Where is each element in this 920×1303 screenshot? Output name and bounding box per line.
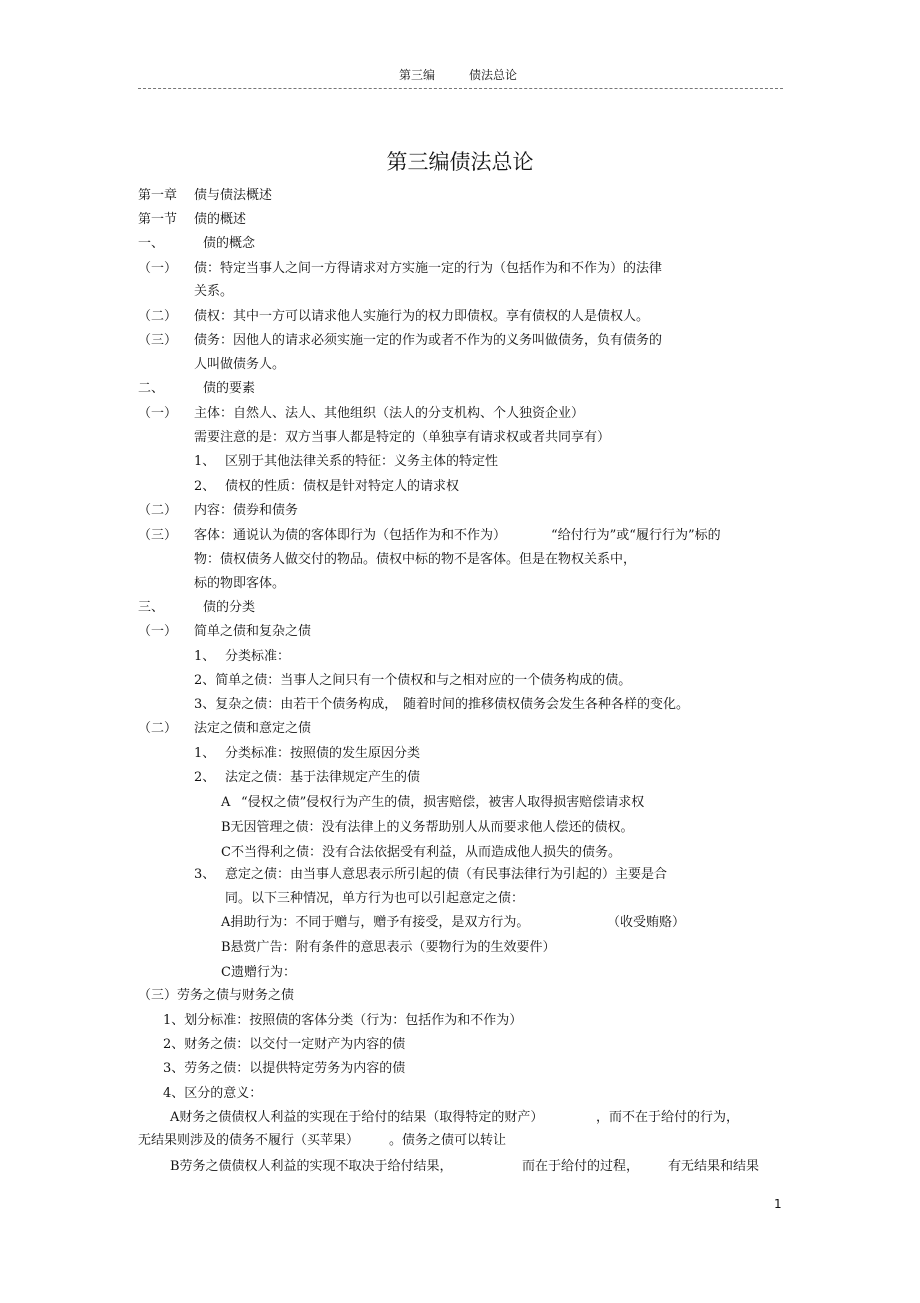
body-line: 2、 [194, 770, 216, 785]
body-line: 1、 [194, 649, 216, 664]
body-line: 需要注意的是：双方当事人都是特定的（单独享有请求权或者共同享有） [194, 430, 611, 445]
body-line: 三、 [138, 600, 165, 615]
body-line: 2、财务之债：以交付一定财产为内容的债 [163, 1037, 406, 1052]
body-line: （二） [138, 721, 178, 736]
body-line: （一） [138, 406, 178, 421]
body-line: 区别于其他法律关系的特征：义务主体的特定性 [225, 454, 499, 469]
body-line: 第一节 [138, 212, 178, 227]
body-line: 无结果则涉及的债务不履行（买苹果） [138, 1133, 360, 1148]
body-line: 标的物即客体。 [194, 576, 286, 591]
header-part: 第三编 [399, 68, 436, 82]
body-line: 1、 [194, 746, 216, 761]
body-line: 分类标准： [225, 649, 291, 664]
body-line: 一、 [138, 236, 165, 251]
body-line: （二） [138, 309, 178, 324]
body-line: （一） [138, 261, 178, 276]
body-line: 。债务之债可以转让 [389, 1133, 507, 1148]
page-number: 1 [774, 1197, 782, 1211]
body-line: “给付行为”或“履行行为”标的 [551, 528, 721, 543]
body-line: （一） [138, 624, 178, 639]
body-line: 债务：因他人的请求必须实施一定的作为或者不作为的义务叫做债务，负有债务的 [194, 333, 663, 348]
body-line: 而在于给付的过程， [522, 1159, 640, 1174]
body-line: 有无结果和结果 [668, 1159, 760, 1174]
body-line: 内容：债券和债务 [194, 503, 299, 518]
body-line: C不当得利之债：没有合法依据受有利益，从而造成他人损失的债务。 [221, 845, 621, 860]
body-line: “侵权之债”侵权行为产生的债，损害赔偿，被害人取得损害赔偿请求权 [241, 795, 645, 810]
body-line: B劳务之债债权人利益的实现不取决于给付结果， [170, 1159, 453, 1174]
body-line: 分类标准：按照债的发生原因分类 [225, 746, 421, 761]
body-line: （三）劳务之债与财务之债 [138, 988, 295, 1003]
body-line: （收受贿赂） [607, 915, 686, 930]
body-line: 1、划分标准：按照债的客体分类（行为：包括作为和不作为） [163, 1013, 523, 1028]
body-line: 3、 [194, 867, 216, 882]
body-line: 1、 [194, 454, 216, 469]
body-line: 人叫做债务人。 [194, 357, 286, 372]
body-line: 简单之债和复杂之债 [194, 624, 312, 639]
body-line: 债：特定当事人之间一方得请求对方实施一定的行为（包括作为和不作为）的法律 [194, 261, 663, 276]
body-line: 主体：自然人、法人、其他组织（法人的分支机构、个人独资企业） [194, 406, 585, 421]
body-line: 债与债法概述 [194, 188, 273, 203]
document-title: 第三编债法总论 [386, 150, 534, 174]
header-chapter: 债法总论 [469, 68, 518, 82]
body-line: 客体：通说认为债的客体即行为（包括作为和不作为） [194, 528, 507, 543]
body-line: 债的要素 [203, 381, 256, 396]
body-line: （三） [138, 528, 178, 543]
body-line: 债的分类 [203, 600, 256, 615]
body-line: 随着时间的推移债权债务会发生各种各样的变化。 [403, 697, 690, 712]
body-line: 物：债权债务人做交付的物品。债权中标的物不是客体。但是在物权关系中， [194, 552, 637, 567]
body-line: A财务之债债权人利益的实现在于给付的结果（取得特定的财产） [170, 1110, 544, 1125]
body-line: 债的概述 [194, 212, 247, 227]
body-line: 同。以下三种情况，单方行为也可以引起意定之债： [225, 891, 525, 906]
body-line: 2、简单之债：当事人之间只有一个债权和与之相对应的一个债务构成的债。 [194, 673, 632, 688]
body-line: A捐助行为：不同于赠与，赠予有接受，是双方行为。 [221, 915, 530, 930]
body-line: 4、区分的意义： [163, 1086, 263, 1101]
body-line: （二） [138, 503, 178, 518]
body-line: （三） [138, 333, 178, 348]
body-line: 法定之债和意定之债 [194, 721, 312, 736]
header-divider [138, 88, 783, 89]
body-line: 3、劳务之债：以提供特定劳务为内容的债 [163, 1061, 406, 1076]
body-line: C遗赠行为： [221, 965, 296, 980]
body-line: B无因管理之债：没有法律上的义务帮助别人从而要求他人偿还的债权。 [221, 820, 634, 835]
body-line: 债的概念 [203, 236, 256, 251]
body-line: 第一章 [138, 188, 178, 203]
body-line: 法定之债：基于法律规定产生的债 [225, 770, 421, 785]
body-line: 债权的性质：债权是针对特定人的请求权 [225, 479, 460, 494]
body-line: 二、 [138, 381, 165, 396]
body-line: 3、复杂之债：由若干个债务构成， [194, 697, 398, 712]
body-line: 2、 [194, 479, 216, 494]
body-line: 关系。 [194, 284, 234, 299]
body-line: ，而不在于给付的行为， [596, 1110, 740, 1125]
body-line: B悬赏广告：附有条件的意思表示（要物行为的生效要件） [221, 940, 556, 955]
body-line: 债权：其中一方可以请求他人实施行为的权力即债权。享有债权的人是债权人。 [194, 309, 650, 324]
body-line: 意定之债：由当事人意思表示所引起的债（有民事法律行为引起的）主要是合 [225, 867, 668, 882]
body-line: A [221, 795, 231, 810]
